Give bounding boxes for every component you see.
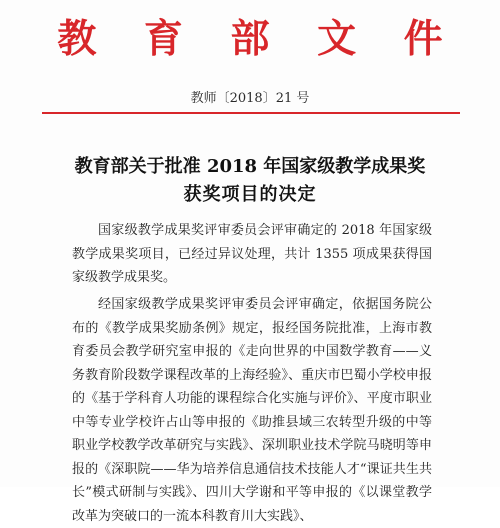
document-title-line-2: 获奖项目的决定: [183, 184, 317, 205]
document-title-line-1: 教育部关于批准 2018 年国家级教学成果奖: [74, 156, 426, 177]
body-paragraph-1: 国家级教学成果奖评审委员会评审确定的 2018 年国家级教学成果奖项目，已经过异议处理，共计 1355 项成果获得国家级教学成果奖。: [72, 223, 432, 285]
document-number: 教师〔2018〕21 号: [190, 91, 310, 106]
body-paragraph-2: 经国家级教学成果奖评审委员会评审确定，依据国务院公布的《教学成果奖励条例》规定，报经国务院批准，上海市教育委员会教学研究室申报的《走向世界的中国数学教育——义务教育阶段数学课程改革的上海经验》、重庆市巴蜀小学校申报的《基于学科育人功能的课程综合化实施与评价》、平度市职业中等专业学校许占山等申报的《助推县域三农转型升级的中等职业学校教学改革研究与实践》、深圳职业技术学院马晓明等申报的《深职院——华为培养信息通信技术技能人才“课证共生共长”模式研制与实践》、四川大学谢和平等申报的《以课堂教学改革为突破口的一流本科教育川大实践》、: [72, 297, 432, 524]
red-divider-line: [42, 112, 460, 114]
masthead-title: 教 育 部 文 件: [57, 16, 460, 62]
